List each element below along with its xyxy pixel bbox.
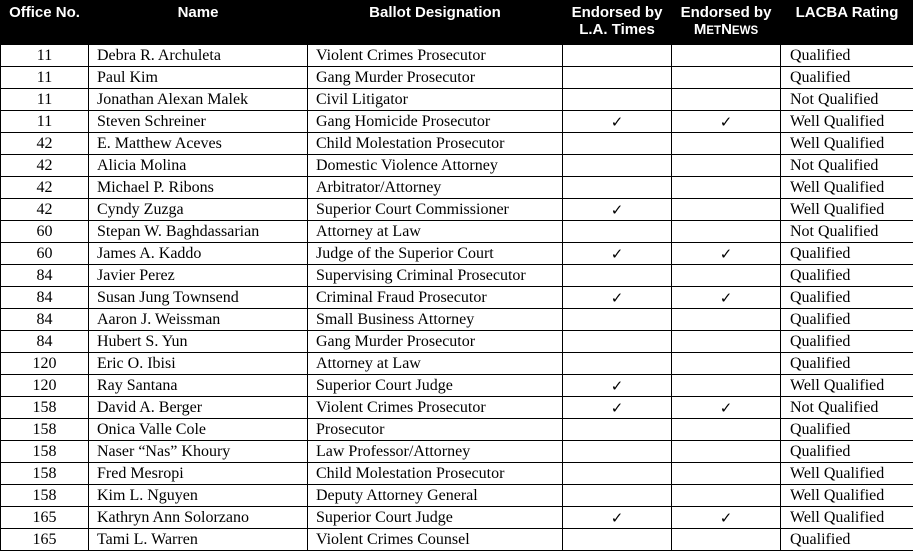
- latimes-endorsement-cell: [563, 67, 672, 89]
- ballot-designation-cell: Child Molestation Prosecutor: [308, 133, 563, 155]
- table-body: [1, 45, 913, 551]
- latimes-endorsement-cell: [563, 177, 672, 199]
- table-row: [1, 419, 913, 441]
- ballot-designation-cell: Superior Court Judge: [308, 375, 563, 397]
- name-cell: Michael P. Ribons: [89, 177, 308, 199]
- lacba-rating-cell: Not Qualified: [781, 397, 913, 419]
- latimes-endorsement-cell: [563, 353, 672, 375]
- office-cell: 158: [1, 485, 89, 507]
- metnews-endorsement-cell: [672, 353, 781, 375]
- metnews-endorsement-header: [672, 1, 781, 45]
- name-cell: Naser “Nas” Khoury: [89, 441, 308, 463]
- lacba-rating-cell: Qualified: [781, 419, 913, 441]
- lacba-rating-cell: Qualified: [781, 265, 913, 287]
- table-row: [1, 133, 913, 155]
- ballot-designation-cell: Domestic Violence Attorney: [308, 155, 563, 177]
- ballot-designation-cell: Violent Crimes Prosecutor: [308, 397, 563, 419]
- office-cell: 158: [1, 397, 89, 419]
- ballot-designation-cell: Violent Crimes Prosecutor: [308, 45, 563, 67]
- table-row: [1, 441, 913, 463]
- lacba-rating-cell: Not Qualified: [781, 221, 913, 243]
- table-row: [1, 67, 913, 89]
- latimes-endorsement-cell: [563, 441, 672, 463]
- check-icon: ✓: [672, 111, 781, 133]
- metnews-endorsement-cell: [672, 89, 781, 111]
- latimes-endorsement-header: Endorsed by L.A. Times: [563, 1, 672, 45]
- latimes-endorsement-cell: [563, 221, 672, 243]
- table-row: [1, 287, 913, 309]
- ballot-designation-cell: Prosecutor: [308, 419, 563, 441]
- ballot-designation-cell: Civil Litigator: [308, 89, 563, 111]
- office-cell: 84: [1, 309, 89, 331]
- name-cell: Aaron J. Weissman: [89, 309, 308, 331]
- lacba-rating-cell: Well Qualified: [781, 463, 913, 485]
- latimes-endorsement-cell: [563, 331, 672, 353]
- lacba-rating-cell: Not Qualified: [781, 155, 913, 177]
- ballot-designation-cell: Attorney at Law: [308, 353, 563, 375]
- ballot-designation-cell: Judge of the Superior Court: [308, 243, 563, 265]
- name-cell: Debra R. Archuleta: [89, 45, 308, 67]
- metnews-endorsement-cell: [672, 485, 781, 507]
- ballot-designation-cell: Arbitrator/Attorney: [308, 177, 563, 199]
- name-cell: Tami L. Warren: [89, 529, 308, 551]
- lacba-rating-cell: Qualified: [781, 287, 913, 309]
- table-row: [1, 463, 913, 485]
- table-row: [1, 485, 913, 507]
- ballot-designation-cell: Gang Murder Prosecutor: [308, 331, 563, 353]
- table-row: [1, 221, 913, 243]
- table-row: [1, 331, 913, 353]
- office-cell: 11: [1, 45, 89, 67]
- table-row: [1, 111, 913, 133]
- latimes-endorsement-cell: [563, 485, 672, 507]
- latimes-endorsement-cell: [563, 155, 672, 177]
- metnews-header-logo: METNEWS: [693, 21, 759, 38]
- name-cell: Paul Kim: [89, 67, 308, 89]
- lacba-rating-cell: Well Qualified: [781, 507, 913, 529]
- latimes-endorsement-cell: [563, 463, 672, 485]
- check-icon: ✓: [563, 287, 672, 309]
- office-cell: 60: [1, 221, 89, 243]
- check-icon: ✓: [563, 507, 672, 529]
- lacba-rating-cell: Well Qualified: [781, 177, 913, 199]
- latimes-endorsement-cell: [563, 309, 672, 331]
- metnews-endorsement-cell: [672, 375, 781, 397]
- ballot-designation-cell: Criminal Fraud Prosecutor: [308, 287, 563, 309]
- lacba-rating-cell: Qualified: [781, 309, 913, 331]
- lacba-rating-cell: Qualified: [781, 45, 913, 67]
- header-row: [1, 1, 913, 45]
- check-icon: ✓: [563, 375, 672, 397]
- office-cell: 165: [1, 529, 89, 551]
- lacba-rating-cell: Well Qualified: [781, 199, 913, 221]
- name-cell: Steven Schreiner: [89, 111, 308, 133]
- lacba-rating-cell: Well Qualified: [781, 111, 913, 133]
- ballot-designation-cell: Child Molestation Prosecutor: [308, 463, 563, 485]
- table-row: [1, 397, 913, 419]
- office-cell: 84: [1, 265, 89, 287]
- lacba-rating-cell: Well Qualified: [781, 485, 913, 507]
- metnews-endorsement-cell: [672, 529, 781, 551]
- latimes-endorsement-cell: [563, 45, 672, 67]
- table-row: [1, 353, 913, 375]
- latimes-endorsement-cell: [563, 419, 672, 441]
- table-row: [1, 199, 913, 221]
- ballot-designation-cell: Gang Murder Prosecutor: [308, 67, 563, 89]
- table-row: [1, 243, 913, 265]
- ballot-designation-cell: Superior Court Commissioner: [308, 199, 563, 221]
- office-cell: 42: [1, 177, 89, 199]
- metnews-endorsement-cell: [672, 441, 781, 463]
- check-icon: ✓: [672, 287, 781, 309]
- name-cell: David A. Berger: [89, 397, 308, 419]
- table-row: [1, 375, 913, 397]
- table-row: [1, 529, 913, 551]
- name-cell: Susan Jung Townsend: [89, 287, 308, 309]
- name-header: Name: [89, 1, 308, 45]
- metnews-endorsement-cell: [672, 199, 781, 221]
- lacba-rating-cell: Qualified: [781, 331, 913, 353]
- name-cell: Cyndy Zuzga: [89, 199, 308, 221]
- metnews-endorsement-cell: [672, 67, 781, 89]
- ballot-designation-cell: Law Professor/Attorney: [308, 441, 563, 463]
- name-cell: Eric O. Ibisi: [89, 353, 308, 375]
- metnews-endorsement-cell: [672, 419, 781, 441]
- metnews-endorsement-cell: [672, 45, 781, 67]
- table-row: [1, 45, 913, 67]
- ballot-designation-cell: Small Business Attorney: [308, 309, 563, 331]
- metnews-endorsement-cell: [672, 221, 781, 243]
- metnews-header-prefix: Endorsed by: [680, 4, 772, 21]
- office-cell: 11: [1, 111, 89, 133]
- check-icon: ✓: [563, 199, 672, 221]
- lacba-rating-cell: Not Qualified: [781, 89, 913, 111]
- ballot-designation-cell: Gang Homicide Prosecutor: [308, 111, 563, 133]
- office-cell: 60: [1, 243, 89, 265]
- metnews-endorsement-cell: [672, 155, 781, 177]
- office-cell: 11: [1, 67, 89, 89]
- office-cell: 120: [1, 375, 89, 397]
- name-cell: Hubert S. Yun: [89, 331, 308, 353]
- metnews-endorsement-cell: [672, 265, 781, 287]
- lacba-rating-cell: Well Qualified: [781, 133, 913, 155]
- table-header: [1, 1, 913, 45]
- check-icon: ✓: [563, 397, 672, 419]
- office-cell: 84: [1, 287, 89, 309]
- name-cell: James A. Kaddo: [89, 243, 308, 265]
- ballot-designation-cell: Supervising Criminal Prosecutor: [308, 265, 563, 287]
- check-icon: ✓: [672, 507, 781, 529]
- office-cell: 11: [1, 89, 89, 111]
- name-cell: Fred Mesropi: [89, 463, 308, 485]
- table-row: [1, 89, 913, 111]
- latimes-endorsement-cell: [563, 133, 672, 155]
- office-cell: 165: [1, 507, 89, 529]
- name-cell: Kathryn Ann Solorzano: [89, 507, 308, 529]
- office-cell: 120: [1, 353, 89, 375]
- name-cell: Alicia Molina: [89, 155, 308, 177]
- lacba-rating-cell: Qualified: [781, 441, 913, 463]
- table-row: [1, 177, 913, 199]
- office-cell: 42: [1, 199, 89, 221]
- ballot-designation-cell: Deputy Attorney General: [308, 485, 563, 507]
- lacba-rating-cell: Well Qualified: [781, 375, 913, 397]
- ballot-designation-cell: Superior Court Judge: [308, 507, 563, 529]
- check-icon: ✓: [563, 243, 672, 265]
- metnews-endorsement-cell: [672, 309, 781, 331]
- ballot-designation-cell: Attorney at Law: [308, 221, 563, 243]
- office-cell: 84: [1, 331, 89, 353]
- latimes-endorsement-cell: [563, 265, 672, 287]
- metnews-endorsement-cell: [672, 331, 781, 353]
- lacba-rating-cell: Qualified: [781, 529, 913, 551]
- office-cell: 42: [1, 133, 89, 155]
- lacba-rating-cell: Qualified: [781, 353, 913, 375]
- office-cell: 42: [1, 155, 89, 177]
- name-cell: Jonathan Alexan Malek: [89, 89, 308, 111]
- lacba-rating-cell: Qualified: [781, 243, 913, 265]
- check-icon: ✓: [672, 243, 781, 265]
- name-cell: Kim L. Nguyen: [89, 485, 308, 507]
- name-cell: Stepan W. Baghdassarian: [89, 221, 308, 243]
- name-cell: Javier Perez: [89, 265, 308, 287]
- ballot-designation-header: Ballot Designation: [308, 1, 563, 45]
- office-cell: 158: [1, 419, 89, 441]
- table-row: [1, 265, 913, 287]
- check-icon: ✓: [563, 111, 672, 133]
- lacba-rating-cell: Qualified: [781, 67, 913, 89]
- table-row: [1, 507, 913, 529]
- metnews-endorsement-cell: [672, 463, 781, 485]
- latimes-endorsement-cell: [563, 529, 672, 551]
- office-cell: 158: [1, 441, 89, 463]
- table-row: [1, 155, 913, 177]
- name-cell: E. Matthew Aceves: [89, 133, 308, 155]
- latimes-endorsement-cell: [563, 89, 672, 111]
- check-icon: ✓: [672, 397, 781, 419]
- name-cell: Onica Valle Cole: [89, 419, 308, 441]
- ballot-designation-cell: Violent Crimes Counsel: [308, 529, 563, 551]
- office-cell: 158: [1, 463, 89, 485]
- metnews-endorsement-cell: [672, 133, 781, 155]
- lacba-rating-header: LACBA Rating: [781, 1, 913, 45]
- metnews-endorsement-cell: [672, 177, 781, 199]
- table-row: [1, 309, 913, 331]
- office-no-header: Office No.: [1, 1, 89, 45]
- name-cell: Ray Santana: [89, 375, 308, 397]
